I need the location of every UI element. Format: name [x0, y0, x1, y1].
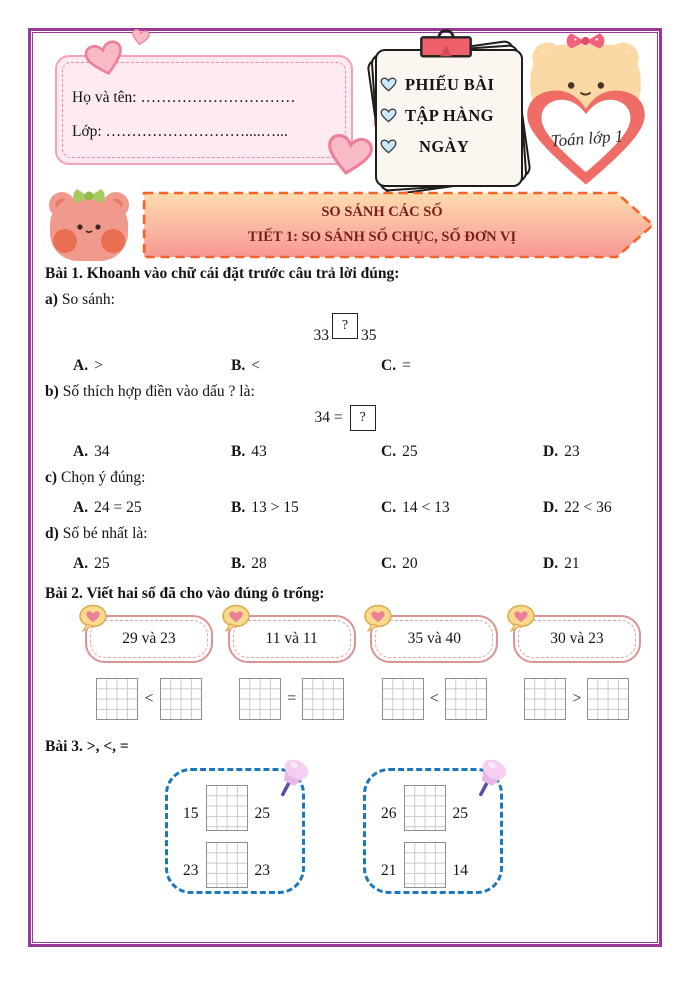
notepad-row	[380, 100, 519, 131]
equation-a	[45, 313, 645, 345]
left-number: 15	[183, 805, 199, 822]
answer-grid[interactable]	[445, 678, 487, 720]
left-number: 23	[183, 862, 199, 879]
name-line	[72, 81, 295, 115]
part-a-label: a)	[45, 291, 58, 308]
exercise2-title: Bài 2. Viết hai số đã cho vào đúng ô trống:	[45, 585, 325, 602]
number-pair-card	[370, 615, 498, 663]
option-letter: D.	[543, 555, 559, 572]
option-letter: B.	[231, 443, 246, 460]
heart-bullet-icon	[380, 108, 397, 123]
part-c-text: Chọn ý đúng:	[61, 469, 146, 486]
heart-bubble-icon	[363, 604, 397, 634]
number-pair-column	[228, 615, 356, 720]
answer-grid[interactable]	[96, 678, 138, 720]
heart-bullet-icon	[380, 77, 397, 92]
option-value: >	[94, 357, 103, 374]
comparison-box	[363, 768, 503, 894]
options-row-a	[45, 357, 645, 375]
answer-grid[interactable]	[524, 678, 566, 720]
notepad-title-line: NGÀY	[419, 136, 470, 156]
comparison-row	[381, 836, 500, 888]
answer-grid[interactable]	[206, 842, 248, 888]
heart-bubble-icon	[221, 604, 255, 634]
option-d	[543, 499, 645, 517]
number-pair-column	[85, 615, 213, 720]
pushpin-icon	[272, 755, 314, 803]
name-fill-line[interactable]: …………………………	[140, 89, 296, 106]
notepad-title-line: PHIẾU BÀI	[405, 74, 495, 94]
notepad-title	[380, 69, 519, 162]
equation-b	[45, 405, 645, 431]
exercise1-title: Bài 1. Khoanh vào chữ cái đặt trước câu trả lời đúng:	[45, 265, 400, 282]
option-a	[73, 555, 231, 573]
answer-grid-pair	[96, 678, 201, 720]
option-letter: C.	[381, 555, 397, 572]
part-a-line	[45, 291, 645, 309]
option-letter: A.	[73, 499, 89, 516]
options-row-c	[45, 499, 645, 517]
option-letter: A.	[73, 443, 89, 460]
part-b-line	[45, 383, 645, 401]
heart-bubble-icon	[506, 604, 540, 634]
part-c-label: c)	[45, 469, 58, 486]
banner-title-line2: TIẾT 1: SO SÁNH SỐ CHỤC, SỐ ĐƠN VỊ	[247, 229, 517, 245]
option-value: 24 = 25	[94, 499, 142, 516]
option-c	[381, 499, 543, 517]
option-c	[381, 555, 543, 573]
answer-grid-pair	[382, 678, 487, 720]
option-value: 21	[564, 555, 580, 572]
option-value: <	[251, 357, 260, 374]
number-pair-card	[228, 615, 356, 663]
options-row-d	[45, 555, 645, 573]
option-b	[231, 357, 381, 375]
option-value: 14 < 13	[402, 499, 450, 516]
number-pair: 35 và 40	[407, 630, 461, 647]
option-letter: B.	[231, 499, 246, 516]
option-b	[231, 499, 381, 517]
answer-grid[interactable]	[206, 785, 248, 831]
teddy-bear-badge	[517, 31, 655, 193]
part-c-line	[45, 469, 645, 487]
answer-grid[interactable]	[382, 678, 424, 720]
number-pair-column	[513, 615, 641, 720]
part-d-line	[45, 525, 645, 543]
student-info-lines	[72, 81, 295, 149]
notepad-row	[380, 131, 519, 162]
right-number: 23	[254, 862, 270, 879]
option-a	[73, 443, 231, 461]
class-fill-line[interactable]: ………………………....…...	[105, 123, 288, 140]
option-value: 13 > 15	[251, 499, 299, 516]
number-pair-card	[85, 615, 213, 663]
option-value: 34	[94, 443, 110, 460]
pushpin-icon	[470, 755, 512, 803]
student-info-box	[55, 55, 353, 165]
comparison-sign: =	[287, 690, 297, 707]
equation-a-right: 35	[361, 327, 377, 344]
heart-icon	[81, 37, 129, 82]
option-d	[543, 443, 645, 461]
right-number: 14	[452, 862, 468, 879]
worksheet-content	[45, 265, 645, 894]
notepad-graphic	[367, 37, 525, 189]
answer-box[interactable]: ?	[332, 313, 358, 339]
option-letter: D.	[543, 499, 559, 516]
option-value: 43	[251, 443, 267, 460]
answer-grid[interactable]	[404, 842, 446, 888]
option-value: 22 < 36	[564, 499, 612, 516]
option-letter: C.	[381, 443, 397, 460]
option-a	[73, 357, 231, 375]
left-number: 21	[381, 862, 397, 879]
exercise3-boxes	[165, 768, 645, 894]
part-d-label: d)	[45, 525, 59, 542]
option-value: 23	[564, 443, 580, 460]
part-b-text: Số thích hợp điền vào dấu ? là:	[62, 383, 255, 400]
option-letter: C.	[381, 357, 397, 374]
banner-title	[141, 190, 657, 260]
answer-grid[interactable]	[239, 678, 281, 720]
part-b-label: b)	[45, 383, 59, 400]
comparison-sign: <	[429, 690, 439, 707]
option-value: 28	[251, 555, 267, 572]
class-label: Lớp:	[72, 123, 102, 140]
option-letter: C.	[381, 499, 397, 516]
answer-box[interactable]: ?	[350, 405, 376, 431]
heart-icon	[130, 28, 151, 47]
notepad-title-line: TẬP HÀNG	[405, 105, 494, 125]
comparison-sign: <	[144, 690, 154, 707]
option-value: 25	[402, 443, 418, 460]
options-row-b	[45, 443, 645, 461]
equation-b-left: 34 =	[314, 409, 343, 426]
part-a-text: So sánh:	[61, 291, 115, 308]
option-letter: A.	[73, 555, 89, 572]
right-number: 25	[254, 805, 270, 822]
notepad-row	[380, 69, 519, 100]
exercise3-title: Bài 3. >, <, =	[45, 738, 129, 755]
answer-grid[interactable]	[160, 678, 202, 720]
pink-bear-icon	[45, 185, 133, 265]
option-c	[381, 443, 543, 461]
number-pair: 29 và 23	[122, 630, 176, 647]
answer-grid-pair	[524, 678, 629, 720]
answer-grid[interactable]	[302, 678, 344, 720]
page-border-frame	[28, 28, 662, 947]
teddy-bear-icon	[517, 31, 655, 193]
name-label: Họ và tên:	[72, 89, 137, 106]
option-letter: B.	[231, 555, 246, 572]
comparison-sign: >	[572, 690, 582, 707]
class-line	[72, 115, 295, 149]
answer-grid-pair	[239, 678, 344, 720]
number-pair: 30 và 23	[550, 630, 604, 647]
heart-bullet-icon	[380, 139, 397, 154]
equation-a-left: 33	[313, 327, 329, 344]
option-b	[231, 555, 381, 573]
part-d-text: Số bé nhất là:	[62, 525, 148, 542]
option-value: =	[402, 357, 411, 374]
option-a	[73, 499, 231, 517]
heart-bubble-icon	[78, 604, 112, 634]
lesson-banner-row	[45, 187, 657, 263]
binder-clip-icon	[415, 25, 477, 63]
grade-badge-label: Toán lớp 1	[550, 126, 624, 151]
left-number: 26	[381, 805, 397, 822]
answer-grid[interactable]	[404, 785, 446, 831]
number-pair-column	[370, 615, 498, 720]
answer-grid[interactable]	[587, 678, 629, 720]
option-letter: D.	[543, 443, 559, 460]
comparison-box	[165, 768, 305, 894]
lesson-banner	[141, 190, 657, 260]
exercise2-cards	[85, 615, 641, 720]
comparison-row	[183, 836, 302, 888]
option-letter: B.	[231, 357, 246, 374]
option-c	[381, 357, 543, 375]
banner-title-line1: SO SÁNH CÁC SỐ	[321, 204, 443, 221]
number-pair: 11 và 11	[265, 630, 318, 647]
number-pair-card	[513, 615, 641, 663]
option-b	[231, 443, 381, 461]
option-letter: A.	[73, 357, 89, 374]
option-d	[543, 555, 645, 573]
right-number: 25	[452, 805, 468, 822]
option-value: 20	[402, 555, 418, 572]
option-value: 25	[94, 555, 110, 572]
